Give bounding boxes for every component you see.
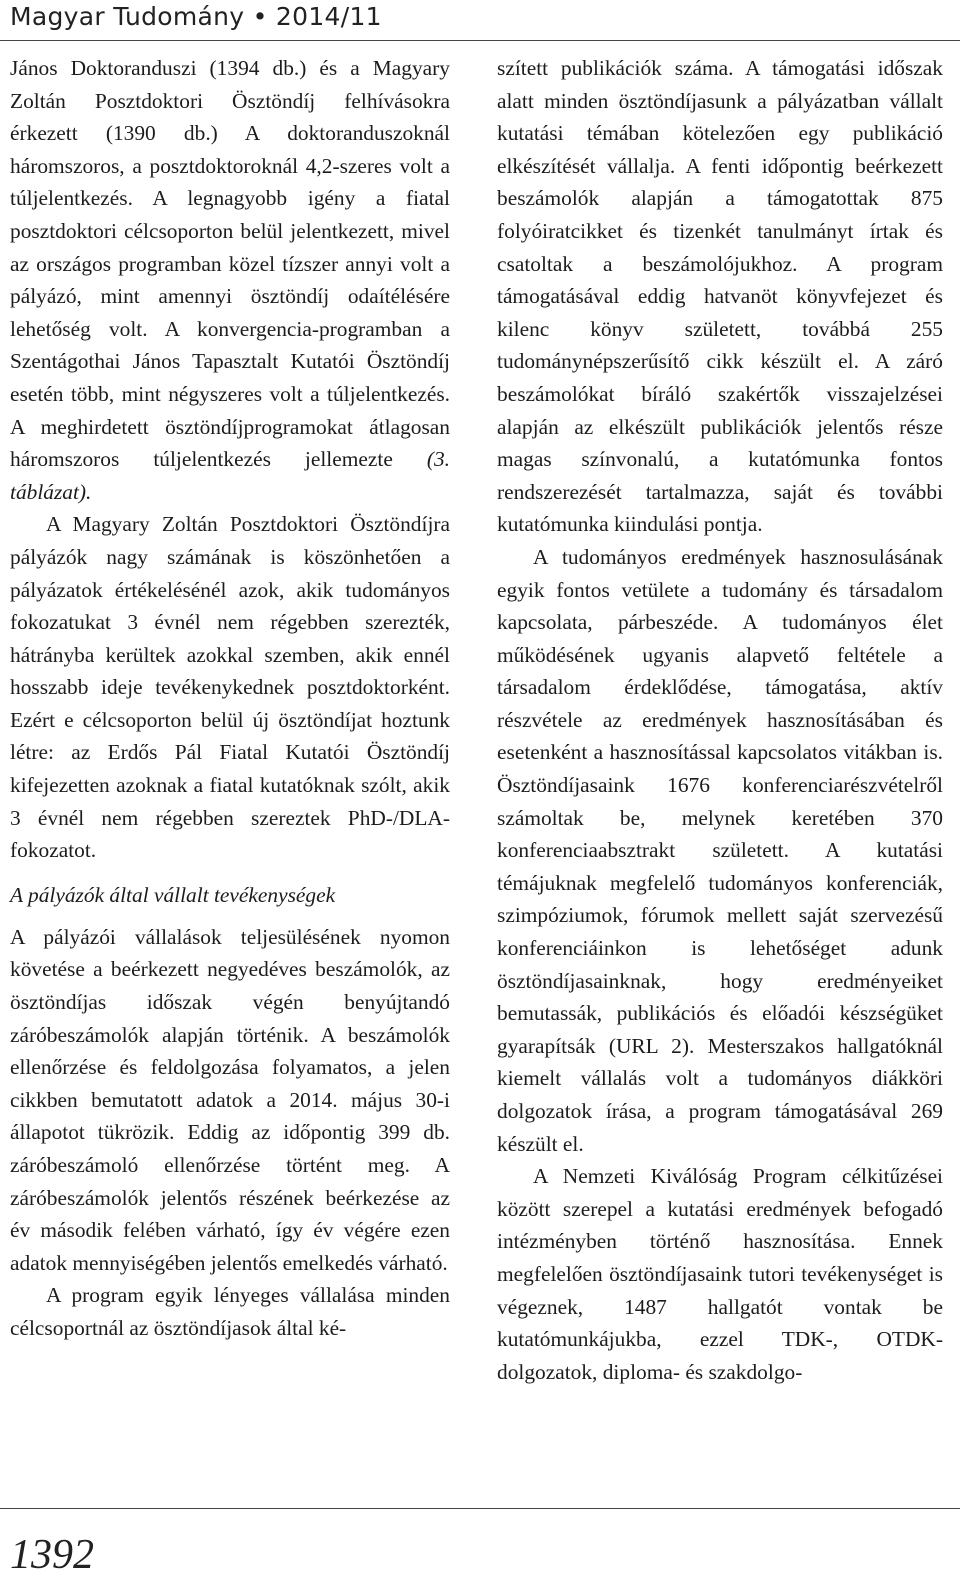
right-paragraph-2: A tudományos eredmények hasznosulásának egyik fontos vetülete a tudomány és társadalom kapcsolata, párbeszéde. A tudományos élet működésének ugyanis alapvető feltétele a társadalom érdeklődése, támogatása, aktív részvétele az eredmények hasznosításában és esetenként a hasznosítással kapcsolatos vitákban is. Ösztöndíjasaink 1676 konferenciarészvételről számoltak be, melynek keretében 370 konferenciaabsztrakt született. A kutatási témájuknak megfelelő tudományos konferenciák, szimpóziumok, fórumok mellett saját szervezésű konferenciáinkon is lehetőséget adunk ösztöndíjasainknak, hogy eredményeiket bemutassák, publikációs és előadói készségüket gyarapítsák (URL 2). Mesterszakos hallgatóknál kiemelt vállalás volt a tudományos diákköri dolgozatok írása, a program támogatásával 269 készült el. xyxy=(497,544,943,1156)
header-rule xyxy=(0,40,960,41)
page-number: 1392 xyxy=(10,1532,94,1578)
left-paragraph-1-text: János Doktoranduszi (1394 db.) és a Magyary Zoltán Posztdoktori Ösztöndíj felhívásokra érkezett (1390 db.) A doktoranduszoknál háromszoros, a posztdoktoroknál 4,2-szeres volt a túljelentkezés. A legnagyobb igény a fiatal posztdoktori célcsoporton belül jelentkezett, mivel az országos programban közel tízszer annyi volt a pályázó, mint amennyi ösztöndíj odaítélésére lehetőség volt. A konvergencia-programban a Szentágothai János Tapasztalt Kutatói Ösztöndíj esetén több, mint négyszeres volt a túljelentkezés. A meghirdetett ösztöndíjprogramokat átlagosan háromszoros túljelentkezés jellemezte xyxy=(10,56,450,472)
right-column xyxy=(497,52,943,1388)
right-paragraph-3: A Nemzeti Kiválóság Program célkitűzései között szerepel a kutatási eredmények befogadó intézményben történő hasznosítása. Ennek megfelelően ösztöndíjasaink tutori tevékenységet is végeznek, 1487 hallgatót vontak be kutatómunkájukba, ezzel TDK-, OTDK-dolgozatok, diploma- és szakdolgo- xyxy=(497,1164,943,1384)
right-paragraph-1: szített publikációk száma. A támogatási időszak alatt minden ösztöndíjasunk a pályázatban vállalt kutatási témában kötelezően egy publikáció elkészítését vállalja. A fenti időpontig beérkezett beszámolók alapján a támogatottak 875 folyóiratcikket és tizenkét tanulmányt írtak és csatoltak a beszámolójukhoz. A program támogatásával eddig hatvanöt könyvfejezet és kilenc könyv született, továbbá 255 tudománynépszerűsítő cikk készült el. A záró beszámolókat bíráló szakértők visszajelzései alapján az elkészült publikációk jelentős része magas színvonalú, a kutatómunka fontos rendszerezését tartalmazza, saját és további kutatómunka kiindulási pontja. xyxy=(497,56,943,537)
running-header xyxy=(0,0,960,46)
left-paragraph-4: A program egyik lényeges vállalása minden célcsoportnál az ösztöndíjasok által ké- xyxy=(10,1283,450,1340)
table-reference: (3. táblázat). xyxy=(10,447,450,504)
left-paragraph-2: A Magyary Zoltán Posztdoktori Ösztöndíjra pályázók nagy számának is köszönhetően a pályázatok értékelésénél azok, akik tudományos fokozatukat 3 évnél nem régebben szerezték, hátrányba kerültek azokkal szemben, akik ennél hosszabb ideje tevékenykednek posztdoktorként. Ezért e célcsoporton belül új ösztöndíjat hoztunk létre: az Erdős Pál Fiatal Kutatói Ösztöndíj kifejezetten azoknak a fiatal kutatóknak szólt, akik 3 évnél nem régebben szereztek PhD-/DLA-fokozatot. xyxy=(10,512,450,863)
footer-rule xyxy=(0,1508,960,1509)
left-column xyxy=(10,52,450,1345)
left-paragraph-1 xyxy=(10,52,450,508)
left-paragraph-3: A pályázói vállalások teljesülésének nyomon követése a beérkezett negyedéves beszámolók, az ösztöndíjas időszak végén benyújtandó záróbeszámolók alapján történik. A beszámolók ellenőrzése és feldolgozása folyamatos, a jelen cikkben bemutatott adatok a 2014. május 30-i állapotot tükrözik. Eddig az időpontig 399 db. záróbeszámoló ellenőrzése történt meg. A záróbeszámolók jelentős részének beérkezése az év második felében várható, így év végére ezen adatok mennyiségében jelentős emelkedés várható. xyxy=(10,924,450,1275)
journal-title: Magyar Tudomány • 2014/11 xyxy=(10,2,382,31)
section-heading: A pályázók által vállalt tevékenységek xyxy=(10,882,336,907)
